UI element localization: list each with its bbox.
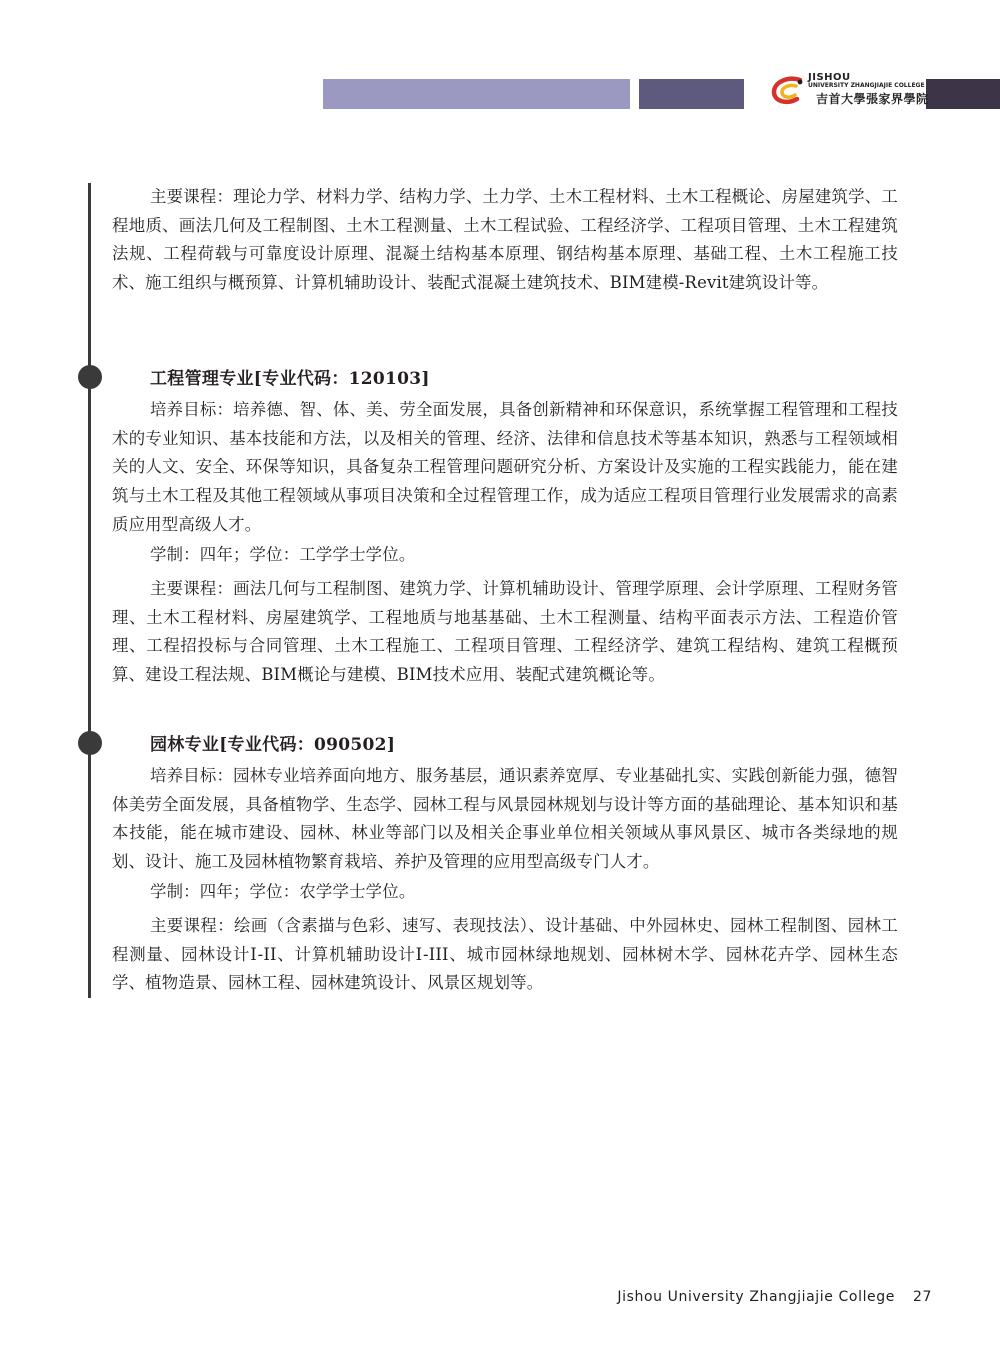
logo-text-chinese: 吉首大學張家界學院	[816, 92, 929, 106]
page-footer	[617, 1289, 932, 1305]
timeline-dot-engineering-management	[78, 365, 102, 389]
engineering-management-system: 学制：四年；学位：工学学士学位。	[150, 545, 416, 564]
landscape-courses: 主要课程：绘画（含素描与色彩、速写、表现技法）、设计基础、中外园林史、园林工程制图、园林工程测量、园林设计Ⅰ-II、计算机辅助设计Ⅰ-III、城市园林绿地规划、园林树木学、园林花卉学、园林生态学、植物造景、园林工程、园林建筑设计、风景区规划等。	[112, 916, 898, 993]
timeline-dot-landscape	[78, 731, 102, 755]
page-number: 27	[912, 1289, 932, 1305]
header-bar-dark	[926, 79, 1000, 109]
footer-college-name: Jishou University Zhangjiajie College	[617, 1289, 895, 1305]
landscape-heading: 园林专业[专业代码：090502]	[150, 735, 396, 755]
logo-text-jishou: JISHOU	[808, 72, 851, 83]
engineering-management-goal: 培养目标：培养德、智、体、美、劳全面发展，具备创新精神和环保意识，系统掌握工程管理和工程技术的专业知识、基本技能和方法，以及相关的管理、经济、法律和信息技术等基本知识，熟悉与工程领域相关的人文、安全、环保等知识，具备复杂工程管理问题研究分析、方案设计及实施的工程实践能力，能在建筑与土木工程及其他工程领域从事项目决策和全过程管理工作，成为适应工程项目管理行业发展需求的高素质应用型高级人才。	[112, 400, 898, 534]
engineering-management-heading: 工程管理专业[专业代码：120103]	[150, 369, 430, 389]
civil-engineering-courses: 主要课程：理论力学、材料力学、结构力学、土力学、土木工程材料、土木工程概论、房屋建筑学、工程地质、画法几何及工程制图、土木工程测量、土木工程试验、工程经济学、工程项目管理、土木工程建筑法规、工程荷载与可靠度设计原理、混凝土结构基本原理、钢结构基本原理、基础工程、土木工程施工技术、施工组织与概预算、计算机辅助设计、装配式混凝土建筑技术、BIM建模-Revit建筑设计等。	[112, 187, 898, 293]
college-logo	[770, 72, 929, 108]
header-bar-mid	[639, 79, 744, 109]
logo-text-university: UNIVERSITY ZHANGJIAJIE COLLEGE	[808, 82, 925, 89]
landscape-goal: 培养目标：园林专业培养面向地方、服务基层，通识素养宽厚、专业基础扎实、实践创新能力强，德智体美劳全面发展，具备植物学、生态学、园林工程与风景园林规划与设计等方面的基础理论、基本知识和基本技能，能在城市建设、园林、林业等部门以及相关企事业单位相关领域从事风景区、城市各类绿地的规划、设计、施工及园林植物繁育栽培、养护及管理的应用型高级专门人才。	[112, 766, 898, 872]
timeline-line	[88, 183, 91, 998]
landscape-system: 学制：四年；学位：农学学士学位。	[150, 882, 416, 901]
header-bar-light	[323, 79, 630, 109]
engineering-management-courses: 主要课程：画法几何与工程制图、建筑力学、计算机辅助设计、管理学原理、会计学原理、工程财务管理、土木工程材料、房屋建筑学、工程地质与地基基础、土木工程测量、结构平面表示方法、工程造价管理、工程招投标与合同管理、土木工程施工、工程项目管理、工程经济学、建筑工程结构、建筑工程概预算、建设工程法规、BIM概论与建模、BIM技术应用、装配式建筑概论等。	[112, 579, 898, 685]
college-emblem-icon	[770, 74, 806, 106]
